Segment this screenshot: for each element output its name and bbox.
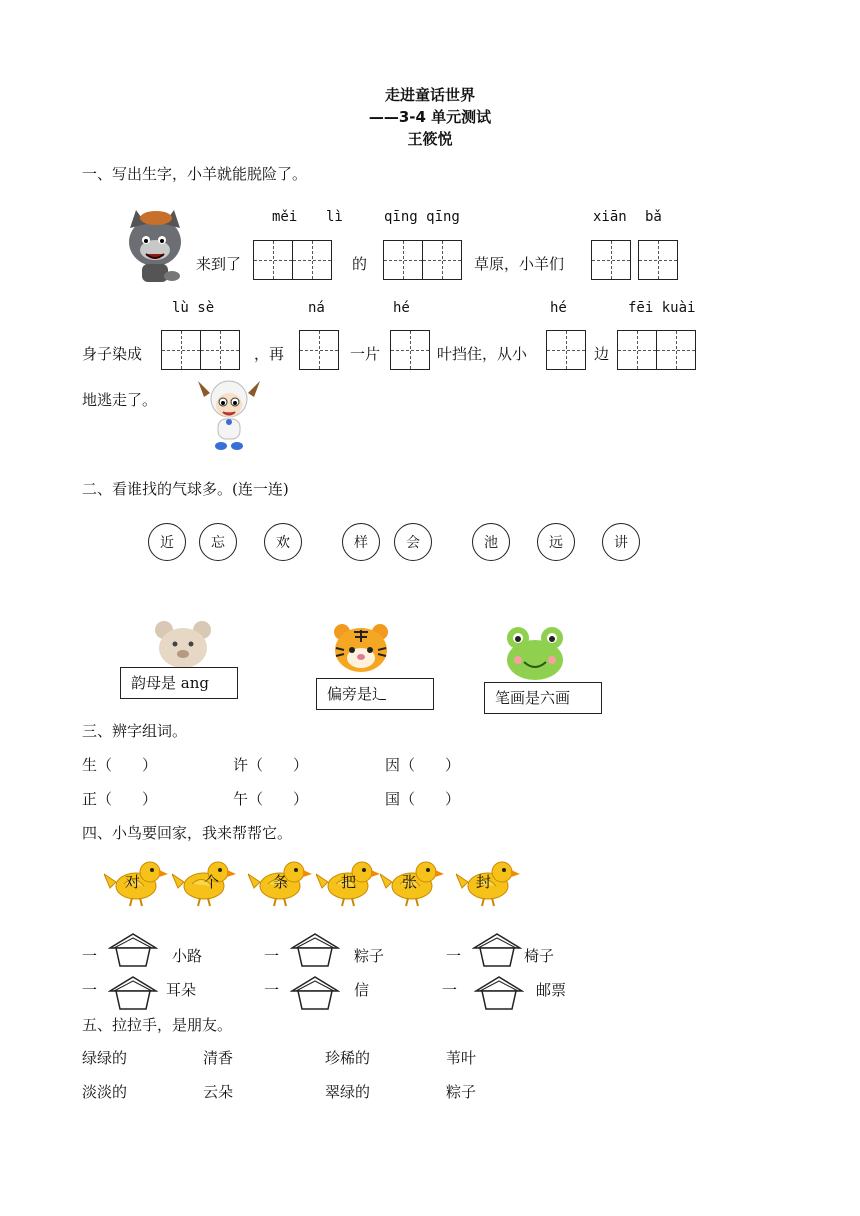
balloon[interactable]: 讲: [602, 523, 640, 561]
house-icon[interactable]: [474, 975, 524, 1011]
balloon[interactable]: 远: [537, 523, 575, 561]
balloon[interactable]: 样: [342, 523, 380, 561]
s1-pinyin-ba: bǎ: [645, 209, 662, 225]
s1-text-8: 边: [594, 345, 610, 363]
grid-cell[interactable]: [591, 240, 631, 280]
writing-grid-meili[interactable]: [253, 240, 330, 280]
balloon[interactable]: 欢: [264, 523, 302, 561]
house-icon[interactable]: [108, 932, 158, 968]
grid-cell[interactable]: [383, 240, 423, 280]
measure-one: 一: [264, 947, 280, 965]
measure-noun: 椅子: [524, 947, 555, 965]
writing-grid-feikuai[interactable]: [617, 330, 694, 370]
balloon[interactable]: 近: [148, 523, 186, 561]
grid-cell[interactable]: [638, 240, 678, 280]
bird-word: 把: [341, 873, 357, 891]
balloon[interactable]: 忘: [199, 523, 237, 561]
s1-pinyin-feikuai: fēi kuài: [628, 300, 696, 316]
s1-text-9: 地逃走了。: [82, 391, 158, 409]
house-icon[interactable]: [290, 932, 340, 968]
writing-grid-ba[interactable]: [638, 240, 677, 280]
s1-text-3: 草原，小羊们: [474, 255, 565, 273]
s3-item: 午（ ）: [233, 790, 309, 808]
writing-grid-luse[interactable]: [161, 330, 238, 370]
match-word[interactable]: 云朵: [203, 1083, 234, 1101]
s1-pinyin-luse: lù sè: [172, 300, 215, 316]
measure-noun: 邮票: [536, 981, 567, 999]
measure-noun: 信: [354, 981, 370, 999]
wolf-icon: [122, 208, 188, 288]
house-icon[interactable]: [472, 932, 522, 968]
match-word[interactable]: 清香: [203, 1049, 234, 1067]
section1-heading: 一、写出生字，小羊就能脱险了。: [82, 165, 308, 183]
author-name: 王筱悦: [407, 130, 453, 148]
sheep-icon: [194, 375, 264, 453]
grid-cell[interactable]: [656, 330, 696, 370]
writing-grid-he1[interactable]: [390, 330, 429, 370]
measure-one: 一: [442, 981, 458, 999]
match-word[interactable]: 苇叶: [446, 1049, 477, 1067]
grid-cell[interactable]: [253, 240, 293, 280]
s1-text-6: 一片: [350, 345, 381, 363]
s1-text-7: 叶挡住，从小: [437, 345, 528, 363]
s1-pinyin-he2: hé: [550, 300, 567, 316]
measure-one: 一: [82, 947, 98, 965]
measure-noun: 耳朵: [166, 981, 197, 999]
measure-one: 一: [264, 981, 280, 999]
match-word[interactable]: 珍稀的: [325, 1049, 371, 1067]
section2-heading: 二、看谁找的气球多。(连一连): [82, 480, 289, 498]
grid-cell[interactable]: [422, 240, 462, 280]
balloon-group-label: 笔画是六画: [484, 682, 602, 714]
grid-cell[interactable]: [161, 330, 201, 370]
s1-pinyin-na: ná: [308, 300, 325, 316]
frog-icon: [500, 624, 570, 686]
writing-grid-na[interactable]: [299, 330, 338, 370]
match-word[interactable]: 淡淡的: [82, 1083, 128, 1101]
balloon[interactable]: 池: [472, 523, 510, 561]
page-subtitle: ——3-4 单元测试: [368, 108, 492, 126]
balloon-group-label: 韵母是 ang: [120, 667, 238, 699]
bird-word: 个: [204, 873, 220, 891]
writing-grid-xian[interactable]: [591, 240, 630, 280]
s3-item: 正（ ）: [82, 790, 158, 808]
s1-text-5: ，再: [254, 345, 285, 363]
s3-item: 生（ ）: [82, 756, 158, 774]
balloon[interactable]: 会: [394, 523, 432, 561]
s1-pinyin-he1: hé: [393, 300, 410, 316]
s1-pinyin-mei: měi: [272, 209, 298, 225]
s1-pinyin-xian: xiān: [593, 209, 627, 225]
house-icon[interactable]: [290, 975, 340, 1011]
measure-one: 一: [446, 947, 462, 965]
writing-grid-qingqing[interactable]: [383, 240, 460, 280]
s1-pinyin-li: lì: [326, 209, 343, 225]
grid-cell[interactable]: [200, 330, 240, 370]
grid-cell[interactable]: [299, 330, 339, 370]
s1-text-4: 身子染成: [82, 345, 143, 363]
bird-word: 对: [125, 873, 141, 891]
s1-pinyin-qingqing: qīng qīng: [384, 209, 460, 225]
s3-item: 许（ ）: [233, 756, 309, 774]
section5-heading: 五、拉拉手，是朋友。: [82, 1016, 233, 1034]
s1-text-2: 的: [352, 255, 368, 273]
bear-icon: [150, 618, 216, 670]
measure-noun: 粽子: [354, 947, 385, 965]
s3-item: 国（ ）: [385, 790, 461, 808]
s3-item: 因（ ）: [385, 756, 461, 774]
bird-word: 条: [273, 873, 289, 891]
match-word[interactable]: 翠绿的: [325, 1083, 371, 1101]
house-icon[interactable]: [108, 975, 158, 1011]
section4-heading: 四、小鸟要回家，我来帮帮它。: [82, 824, 293, 842]
bird-word: 封: [476, 873, 492, 891]
tiger-icon: [326, 620, 396, 682]
grid-cell[interactable]: [617, 330, 657, 370]
grid-cell[interactable]: [292, 240, 332, 280]
measure-noun: 小路: [172, 947, 203, 965]
section3-heading: 三、辨字组词。: [82, 722, 188, 740]
measure-one: 一: [82, 981, 98, 999]
match-word[interactable]: 粽子: [446, 1083, 477, 1101]
page-title: 走进童话世界: [384, 86, 475, 104]
writing-grid-he2[interactable]: [546, 330, 585, 370]
match-word[interactable]: 绿绿的: [82, 1049, 128, 1067]
grid-cell[interactable]: [546, 330, 586, 370]
grid-cell[interactable]: [390, 330, 430, 370]
s1-text-1: 来到了: [196, 255, 242, 273]
bird-word: 张: [402, 873, 418, 891]
balloon-group-label: 偏旁是辶: [316, 678, 434, 710]
